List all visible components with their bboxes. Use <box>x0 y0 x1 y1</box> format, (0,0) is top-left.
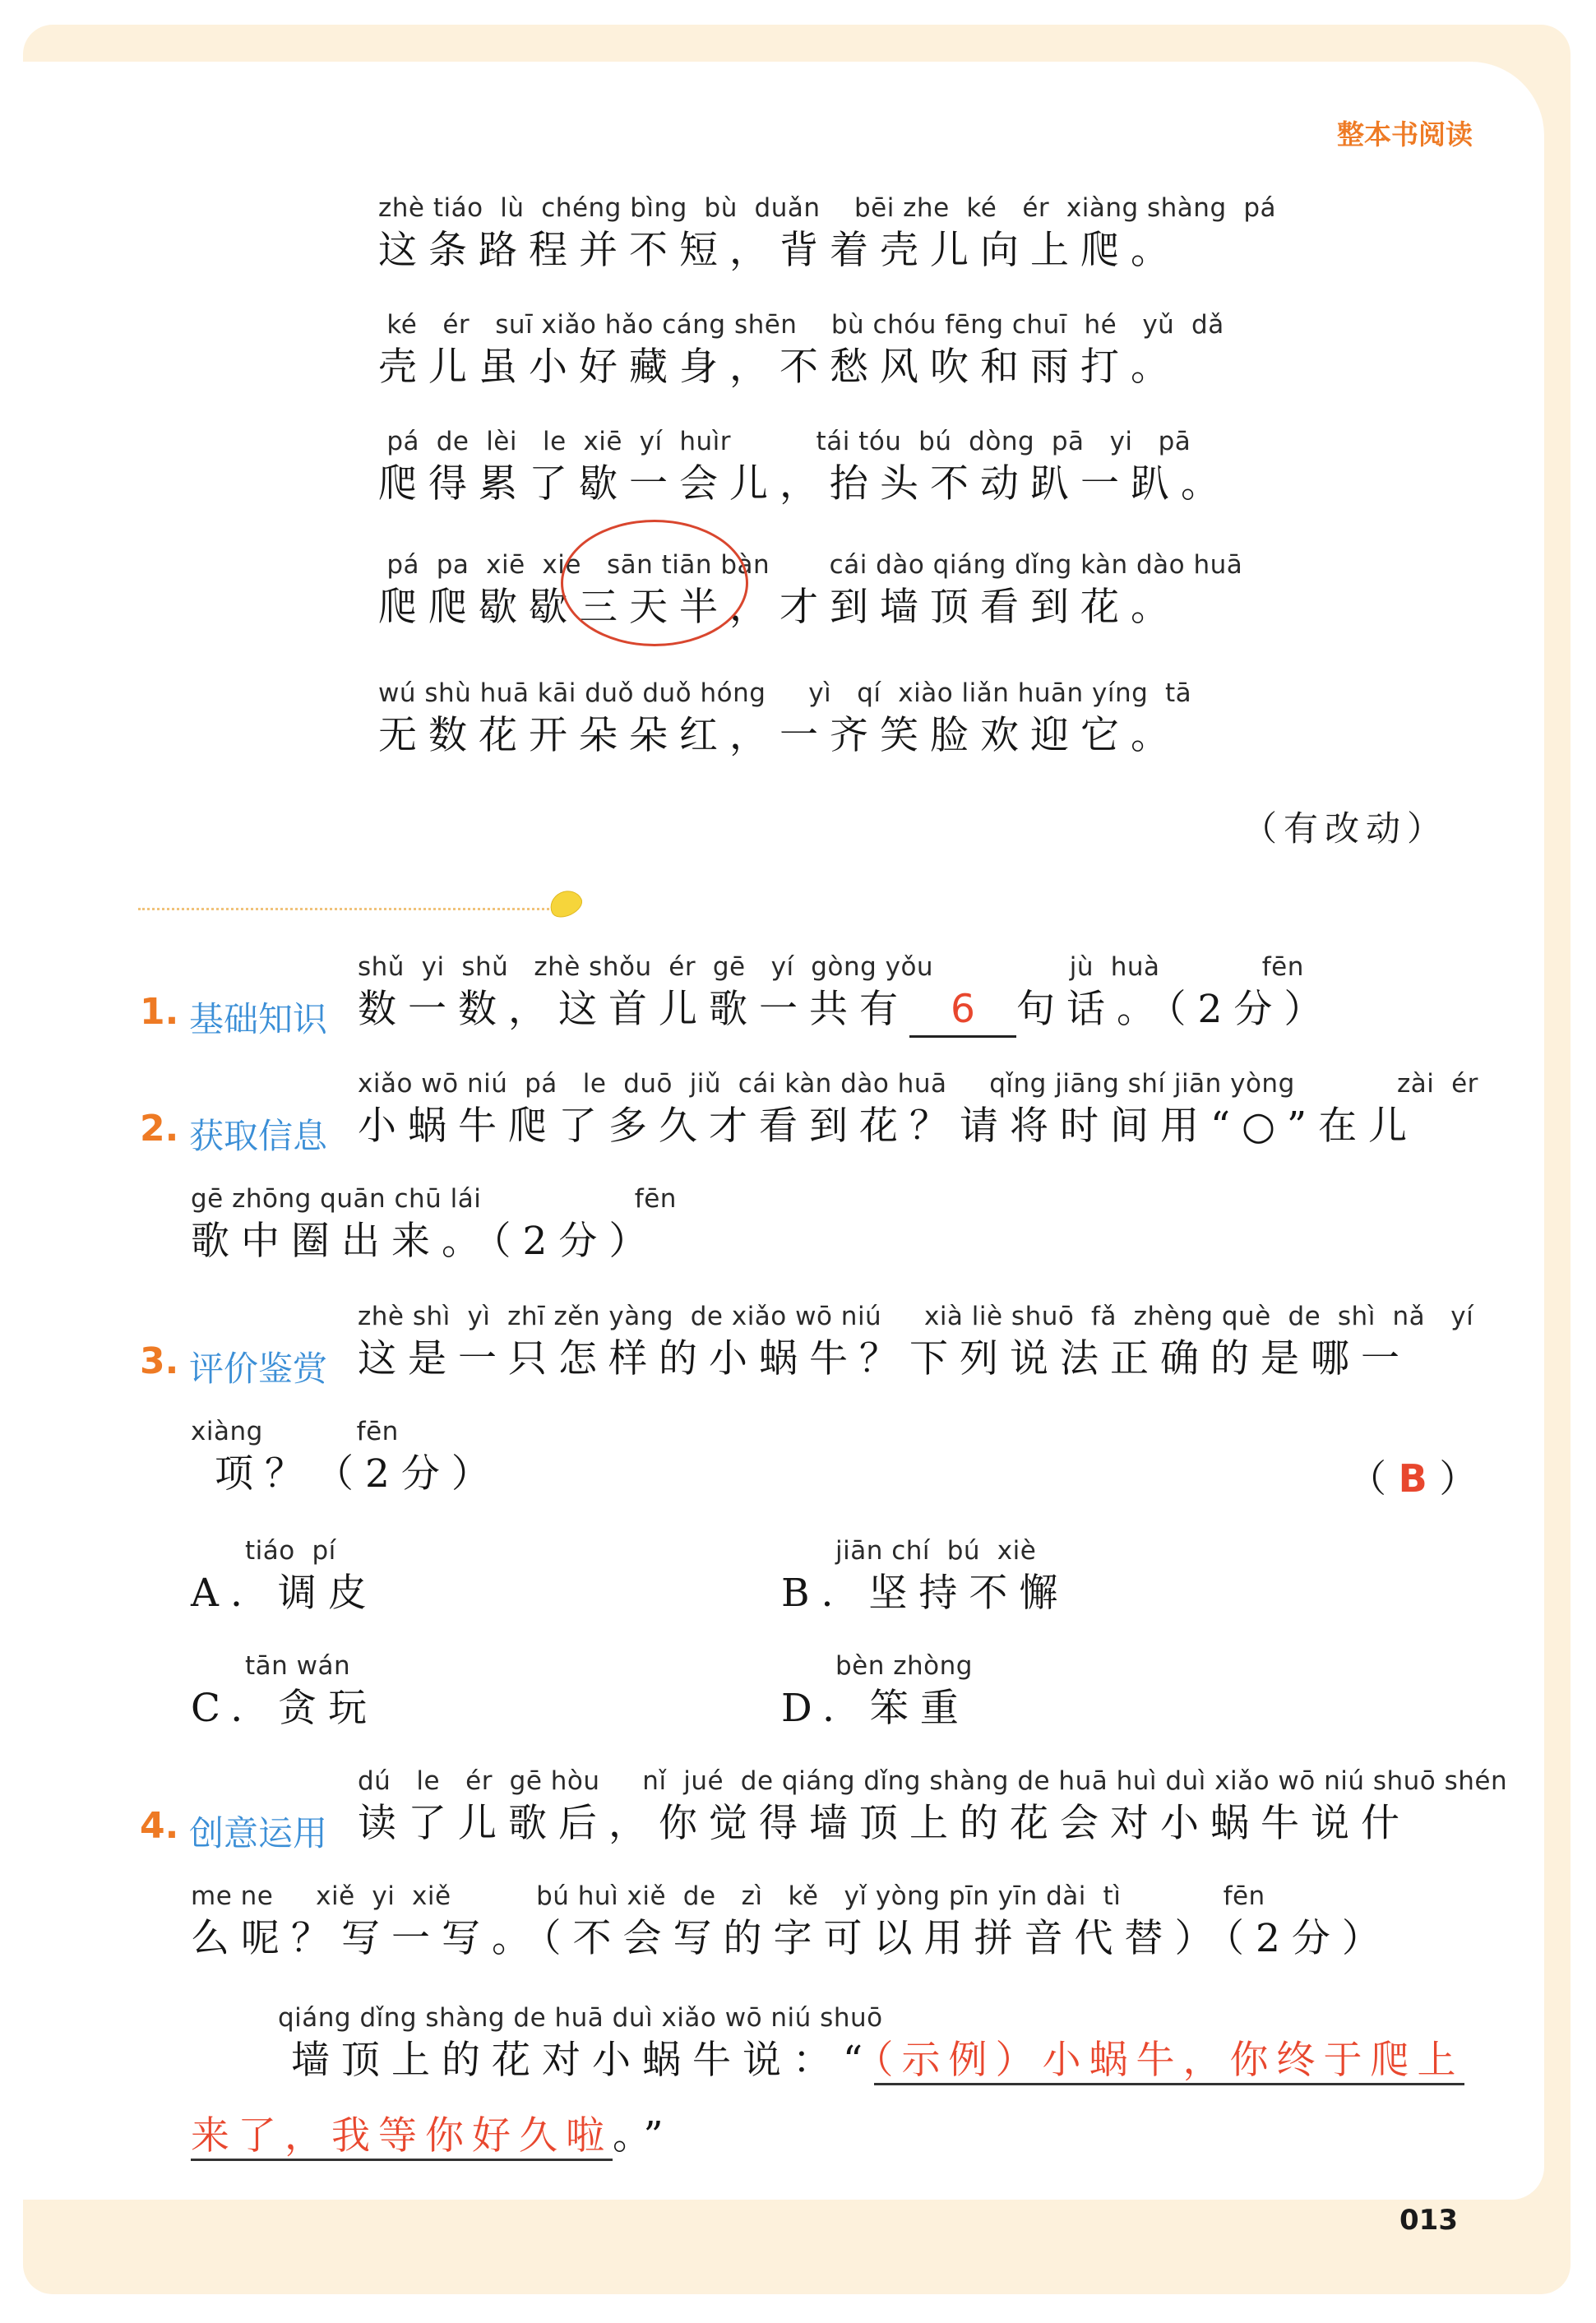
option-d[interactable] <box>781 1649 973 1734</box>
option-pinyin: tiáo pí <box>245 1536 336 1566</box>
question-body-line2 <box>191 1414 502 1500</box>
answer-area <box>278 2001 1462 2086</box>
option-label: C. 贪玩 <box>191 1686 379 1731</box>
answer-value: 6 <box>951 987 975 1032</box>
question-body <box>358 1764 1508 1849</box>
poem-credit: （有改动） <box>1242 808 1448 849</box>
answer-writing[interactable]: （示例）小蜗牛，你终于爬上 <box>874 2038 1464 2085</box>
poem-line-pinyin: wú shù huā kāi duǒ duǒ hóng yì qí xiào liǎn huān yíng tā <box>378 678 1192 708</box>
question-body <box>358 950 1476 1038</box>
answer-closing: 。” <box>613 2113 675 2159</box>
question-pinyin: gē zhōng quān chū lái fēn <box>191 1184 677 1214</box>
option-c[interactable] <box>191 1649 378 1734</box>
poem-line <box>378 424 1283 541</box>
question-pinyin: zhè shì yì zhī zěn yàng de xiǎo wō niú xià liè shuō fǎ zhèng què de shì nǎ yí <box>358 1302 1474 1331</box>
poem-line-pinyin: pá de lèi le xiē yí huìr tái tóu bú dòng pā yi pā <box>378 427 1191 456</box>
poem-text-before: 爬爬歇歇 <box>378 585 579 630</box>
question-text: 这是一只怎样的小蜗牛？下列说法正确的是哪一 <box>358 1336 1411 1381</box>
poem-line <box>378 191 1283 308</box>
question-pinyin: dú le ér gē hòu nǐ jué de qiáng dǐng shàng de huā huì duì xiǎo wō niú shuō shén <box>358 1766 1508 1796</box>
poem-line-text: 爬得累了歇一会儿，抬头不动趴一趴。 <box>378 461 1231 507</box>
circled-answer <box>579 582 729 633</box>
answer-line-2 <box>191 2111 675 2162</box>
poem-line-pinyin: ké ér suī xiǎo hǎo cáng shēn bù chóu fēng chuī hé yǔ dǎ <box>378 310 1224 340</box>
poem-line-pinyin: zhè tiáo lù chéng bìng bù duǎn bēi zhe ké ér xiàng shàng pá <box>378 193 1276 223</box>
section-title: 整本书阅读 <box>1337 118 1473 150</box>
poem-line-pinyin: pá pa xiē xie sān tiān bàn cái dào qiáng dǐng kàn dào huā <box>378 550 1243 580</box>
answer-blank[interactable] <box>909 984 1016 1038</box>
poem-line-text: 无数花开朵朵红，一齐笑脸欢迎它。 <box>378 713 1181 758</box>
answer-line-1 <box>278 2035 1462 2086</box>
question-pinyin: xiàng fēn <box>191 1417 399 1446</box>
answer-bracket[interactable] <box>1349 1449 1477 1503</box>
answer-prompt-pinyin: qiáng dǐng shàng de huā duì xiǎo wō niú shuō <box>278 2003 883 2033</box>
question-tag: 获取信息 <box>189 1116 328 1156</box>
option-label: B. 坚持不懈 <box>781 1571 1070 1616</box>
poem-line <box>378 548 1283 676</box>
question-text: 么呢？写一写。（不会写的字可以用拼音代替）（2分） <box>191 1916 1392 1961</box>
question-3 <box>140 1299 1478 1760</box>
option-pinyin: jiān chí bú xiè <box>835 1536 1037 1566</box>
option-label: A. 调皮 <box>191 1571 378 1616</box>
question-number: 4. <box>140 1805 179 1847</box>
poem-line-text: 壳儿虽小好藏身，不愁风吹和雨打。 <box>378 345 1181 390</box>
question-4 <box>140 1764 1508 2175</box>
paren-open: （ <box>1349 1456 1386 1501</box>
answer-writing[interactable]: 来了，我等你好久啦 <box>191 2113 613 2161</box>
poem-line <box>378 308 1283 424</box>
question-pinyin: xiǎo wō niú pá le duō jiǔ cái kàn dào huā qǐng jiāng shí jiān yòng zài ér <box>358 1069 1478 1099</box>
paren-close: ） <box>1439 1456 1478 1501</box>
answer-prompt: 墙顶上的花对小蜗牛说：“ <box>291 2038 875 2083</box>
dotted-divider <box>138 908 549 910</box>
question-text <box>358 984 1476 1038</box>
question-text-after: 句话。（2分） <box>1016 987 1335 1032</box>
option-a[interactable] <box>191 1534 378 1619</box>
poem-line-text <box>378 582 1283 633</box>
question-number: 1. <box>140 991 179 1033</box>
poem <box>378 191 1283 793</box>
question-tag: 创意运用 <box>189 1813 328 1853</box>
question-number: 2. <box>140 1108 179 1150</box>
question-text: 歌中圈出来。（2分） <box>191 1219 659 1264</box>
option-b[interactable] <box>781 1534 1069 1619</box>
question-text: 读了儿歌后，你觉得墙顶上的花会对小蜗牛说什 <box>358 1801 1411 1846</box>
question-body <box>358 1067 1476 1152</box>
option-label: D. 笨重 <box>781 1686 970 1731</box>
answer-value: B <box>1398 1456 1427 1501</box>
question-text-before: 数一数，这首儿歌一共有 <box>358 987 909 1032</box>
question-pinyin: shǔ yi shǔ zhè shǒu ér gē yí gòng yǒu jù huà fēn <box>358 952 1304 982</box>
poem-line <box>378 676 1283 793</box>
question-text: 小蜗牛爬了多久才看到花？请将时间用“○”在儿 <box>358 1104 1419 1149</box>
option-pinyin: tān wán <box>245 1651 351 1681</box>
question-1 <box>140 950 1472 1040</box>
question-body-line2 <box>191 1879 1392 1964</box>
question-body-line2 <box>191 1182 677 1267</box>
circled-text: 三天半 <box>579 585 729 630</box>
page-number: 013 <box>1399 2204 1458 2237</box>
question-number: 3. <box>140 1340 179 1382</box>
question-tag: 评价鉴赏 <box>189 1349 328 1389</box>
question-pinyin: me ne xiě yi xiě bú huì xiě de zì kě yǐ yòng pīn yīn dài tì fēn <box>191 1881 1265 1911</box>
poem-line-text: 这条路程并不短，背着壳儿向上爬。 <box>378 228 1181 273</box>
question-tag: 基础知识 <box>189 999 328 1039</box>
question-2 <box>140 1067 1478 1280</box>
option-pinyin: bèn zhòng <box>835 1651 973 1681</box>
poem-text-after: ，才到墙顶看到花。 <box>729 585 1181 630</box>
question-body <box>358 1299 1476 1385</box>
question-text: 项？（2分） <box>191 1451 502 1497</box>
